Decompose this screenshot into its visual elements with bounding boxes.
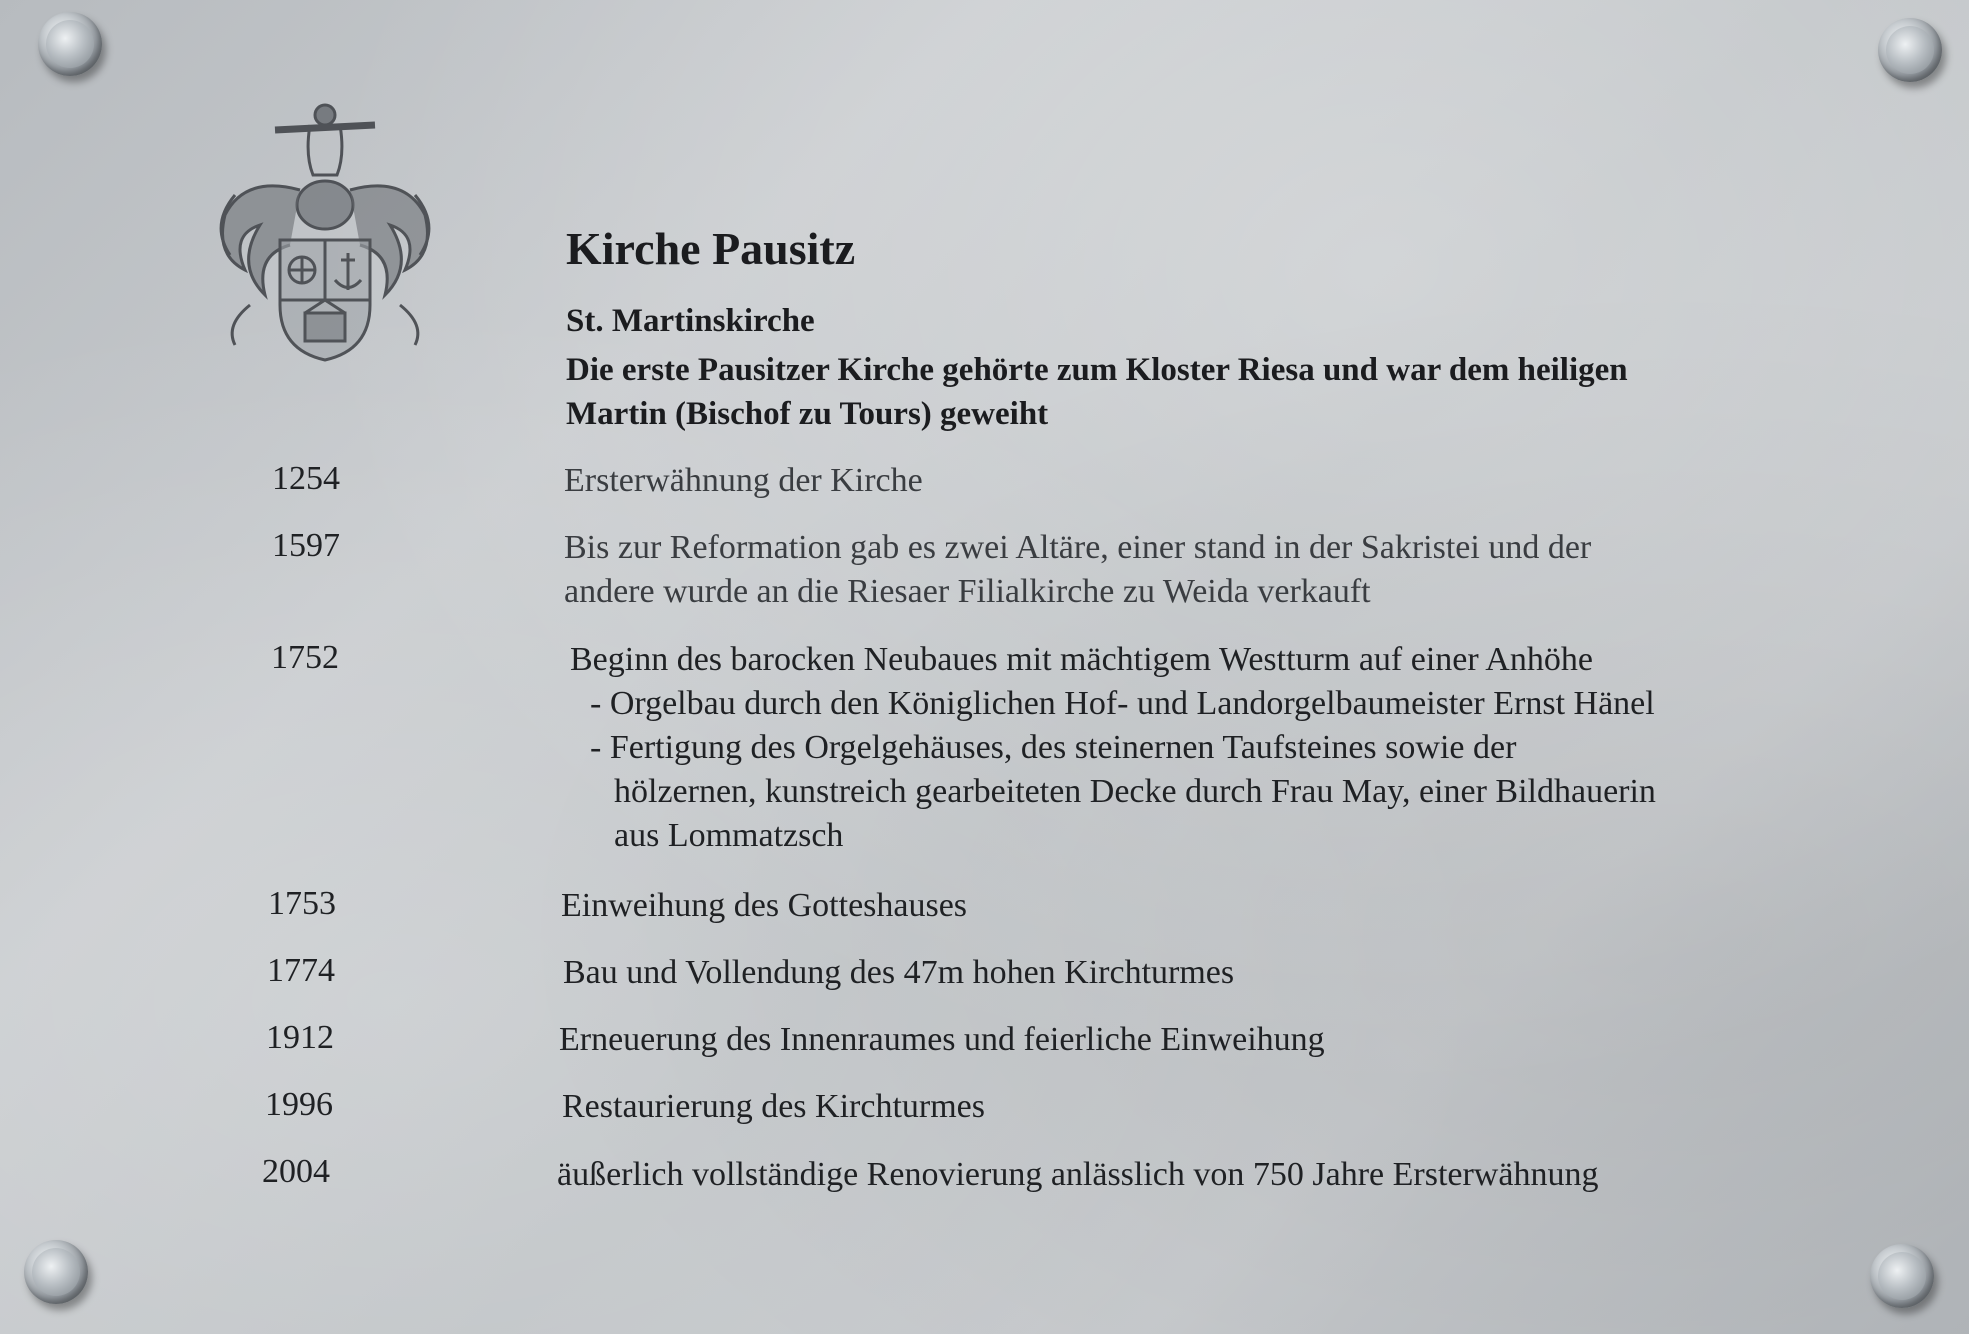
timeline-year: 1752 (271, 639, 339, 676)
timeline-year: 1597 (272, 527, 340, 564)
timeline-year: 1774 (267, 952, 335, 989)
timeline-entry (564, 459, 923, 503)
timeline-entry (557, 1153, 1598, 1197)
timeline-entry (563, 951, 1234, 995)
plaque-subtitle: St. Martinskirche (566, 303, 815, 339)
timeline-entry-line: Beginn des barocken Neubaues mit mächtigem Westturm auf einer Anhöhe (570, 641, 1593, 678)
timeline-entry (561, 884, 967, 928)
timeline-entry-line: Bis zur Reformation gab es zwei Altäre, einer stand in der Sakristei und der (564, 529, 1592, 566)
plaque-intro (566, 348, 1906, 436)
plaque-title: Kirche Pausitz (566, 223, 856, 274)
timeline-entry-line: Einweihung des Gotteshauses (561, 887, 968, 924)
intro-line: Die erste Pausitzer Kirche gehörte zum Kloster Riesa und war dem heiligen (566, 352, 1628, 388)
timeline-entry-line: äußerlich vollständige Renovierung anlässlich von 750 Jahre Ersterwähnung (557, 1156, 1599, 1193)
timeline-year: 1996 (265, 1086, 333, 1123)
coat-of-arms-icon (205, 95, 445, 365)
screw-bottom-right-icon (1870, 1244, 1934, 1308)
timeline-entry-line: - Orgelbau durch den Königlichen Hof- und Landorgelbaumeister Ernst Hänel (590, 685, 1655, 722)
timeline-year: 1753 (268, 885, 336, 922)
screw-bottom-left-icon (24, 1240, 88, 1304)
timeline-year: 1254 (272, 460, 340, 497)
timeline-year: 1912 (266, 1019, 334, 1056)
timeline-year: 2004 (262, 1153, 330, 1190)
screw-top-right-icon (1878, 18, 1942, 82)
screw-top-left-icon (38, 12, 102, 76)
timeline-entry-line: andere wurde an die Riesaer Filialkirche zu Weida verkauft (564, 573, 1371, 610)
timeline-entry-line: Ersterwähnung der Kirche (564, 462, 923, 499)
timeline-entry-line: - Fertigung des Orgelgehäuses, des steinernen Taufsteines sowie der (590, 729, 1517, 766)
timeline-entry-line: hölzernen, kunstreich gearbeiteten Decke durch Frau May, einer Bildhauerin (614, 773, 1656, 810)
timeline-entry (559, 1018, 1325, 1062)
timeline-entry-line: Bau und Vollendung des 47m hohen Kirchturmes (563, 954, 1235, 991)
timeline-entry-line: Erneuerung des Innenraumes und feierliche Einweihung (559, 1021, 1325, 1058)
intro-line: Martin (Bischof zu Tours) geweiht (566, 396, 1049, 432)
timeline-entry (562, 1085, 985, 1129)
timeline-entry-line: Restaurierung des Kirchturmes (562, 1088, 985, 1125)
timeline-entry (564, 526, 1591, 614)
timeline-entry-line: aus Lommatzsch (614, 817, 844, 854)
timeline-entry (570, 638, 1656, 858)
